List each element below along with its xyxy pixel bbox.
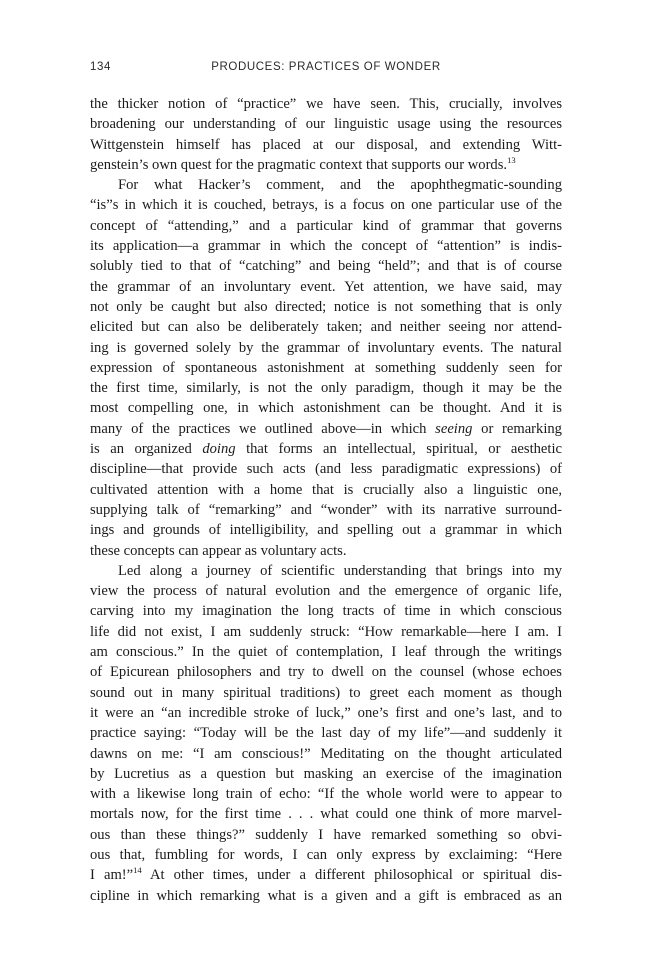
- footnote-reference: 14: [133, 865, 142, 876]
- text-run: concept of “attending,” and a particular kind of grammar that governs: [90, 217, 562, 234]
- text-line: [90, 317, 562, 337]
- text-run: expression of spontaneous astonishment at something suddenly seen for: [90, 359, 562, 376]
- text-line: [90, 500, 562, 520]
- text-run: life did not exist, I am suddenly struck: “How remarkable—here I am. I: [90, 623, 562, 640]
- text-run: am conscious.” In the quiet of contemplation, I leaf through the writings: [90, 644, 562, 661]
- text-line: [90, 784, 562, 804]
- text-line: [90, 175, 562, 195]
- text-run: not only be caught but also directed; notice is not something that is only: [90, 298, 562, 315]
- text-line: [90, 723, 562, 743]
- text-run: dawns on me: “I am conscious!” Meditating on the thought articulated: [90, 745, 562, 762]
- text-line: [90, 439, 562, 459]
- paragraph: [90, 561, 562, 906]
- text-line: [90, 398, 562, 418]
- text-line: [90, 94, 562, 114]
- text-run: genstein’s own quest for the pragmatic context that supports our words.: [90, 156, 508, 173]
- text-run: by Lucretius as a question but masking an exercise of the imagination: [90, 765, 562, 782]
- text-run: the thicker notion of “practice” we have seen. This, crucially, involves: [90, 96, 562, 112]
- text-line: [90, 804, 562, 824]
- text-line: [90, 541, 562, 561]
- text-run: I am!”: [90, 867, 134, 884]
- footnote-reference: 13: [507, 155, 516, 166]
- text-line: [90, 581, 562, 601]
- paragraph: [90, 94, 562, 175]
- running-head: [90, 61, 562, 77]
- text-run: broadening our understanding of our linguistic usage using the resources: [90, 116, 562, 133]
- text-run: supplying talk of “remarking” and “wonder” with its narrative surround-: [90, 501, 562, 518]
- page-number: 134: [90, 61, 111, 73]
- text-line: [90, 480, 562, 500]
- text-line: [90, 520, 562, 540]
- text-line: [90, 744, 562, 764]
- text-line: [90, 216, 562, 236]
- text-run: cultivated attention with a home that is crucially also a linguistic one,: [90, 481, 562, 498]
- text-line: [90, 825, 562, 845]
- text-run: view the process of natural evolution and the emergence of organic life,: [90, 583, 562, 600]
- text-run: ous than these things?” suddenly I have remarked something so obvi-: [90, 826, 562, 843]
- text-line: [90, 622, 562, 642]
- text-run: solubly tied to that of “catching” and being “held”; and that is of course: [90, 258, 562, 275]
- text-run: that forms an intellectual, spiritual, or aesthetic: [235, 441, 562, 458]
- text-run: carving into my imagination the long tracts of time in which conscious: [90, 603, 562, 620]
- text-run: ous that, fumbling for words, I can only express by exclaiming: “Here: [90, 846, 562, 863]
- text-line: [90, 277, 562, 297]
- italic-word: doing: [202, 441, 236, 458]
- text-line: [90, 886, 562, 906]
- running-title: PRODUCES: PRACTICES OF WONDER: [211, 61, 441, 73]
- text-line: [90, 236, 562, 256]
- text-line: [90, 195, 562, 215]
- text-run: of Epicurean philosophers and try to dwell on the counsel (whose echoes: [90, 664, 562, 681]
- text-line: [90, 135, 562, 155]
- text-run: Wittgenstein himself has placed at our disposal, and extending Witt-: [90, 136, 562, 153]
- text-run: with a likewise long train of echo: “If the whole world were to appear to: [90, 786, 562, 803]
- text-line: [90, 155, 562, 175]
- text-run: discipline—that provide such acts (and less paradigmatic expressions) of: [90, 461, 562, 478]
- text-run: these concepts can appear as voluntary acts.: [90, 542, 347, 559]
- text-run: the first time, similarly, is not the only paradigm, though it may be the: [90, 380, 562, 397]
- text-run: elicited but can also be deliberately taken; and neither seeing nor attend-: [90, 319, 562, 336]
- text-line: [90, 601, 562, 621]
- text-run: cipline in which remarking what is a given and a gift is embraced as an: [90, 887, 562, 904]
- text-line: [90, 419, 562, 439]
- text-run: the grammar of an involuntary event. Yet attention, we have said, may: [90, 278, 562, 295]
- text-line: [90, 297, 562, 317]
- text-run: ing is governed solely by the grammar of involuntary events. The natural: [90, 339, 562, 356]
- text-line: [90, 114, 562, 134]
- text-run: or remarking: [472, 420, 562, 437]
- text-line: [90, 338, 562, 358]
- text-run: “is”s in which it is couched, betrays, is a focus on one particular use of the: [90, 197, 562, 214]
- italic-word: seeing: [435, 420, 473, 437]
- text-run: mortals now, for the first time . . . what could one think of more marvel-: [90, 806, 562, 823]
- text-line: [90, 256, 562, 276]
- text-run: most compelling one, in which astonishment can be thought. And it is: [90, 400, 562, 417]
- text-line: [90, 662, 562, 682]
- text-run: its application—a grammar in which the concept of “attention” is indis-: [90, 238, 562, 255]
- text-line: [90, 683, 562, 703]
- text-line: [90, 459, 562, 479]
- text-line: [90, 378, 562, 398]
- text-line: [90, 561, 562, 581]
- text-run: For what Hacker’s comment, and the apophthegmatic-sounding: [118, 177, 562, 194]
- body-text: [90, 94, 562, 906]
- text-run: Led along a journey of scientific understanding that brings into my: [118, 562, 562, 579]
- text-line: [90, 764, 562, 784]
- text-line: [90, 703, 562, 723]
- text-run: sound out in many spiritual traditions) to greet each moment as though: [90, 684, 562, 701]
- paragraph: [90, 175, 562, 561]
- text-run: is an organized: [90, 441, 203, 458]
- text-run: practice saying: “Today will be the last day of my life”—and suddenly it: [90, 725, 562, 742]
- text-run: many of the practices we outlined above—in which: [90, 420, 436, 437]
- text-run: At other times, under a different philosophical or spiritual dis-: [141, 867, 562, 884]
- text-line: [90, 642, 562, 662]
- text-line: [90, 845, 562, 865]
- text-run: it were an “an incredible stroke of luck,” one’s first and one’s last, and to: [90, 704, 562, 721]
- text-line: [90, 358, 562, 378]
- text-run: ings and grounds of intelligibility, and spelling out a grammar in which: [90, 522, 562, 539]
- text-line: [90, 865, 562, 885]
